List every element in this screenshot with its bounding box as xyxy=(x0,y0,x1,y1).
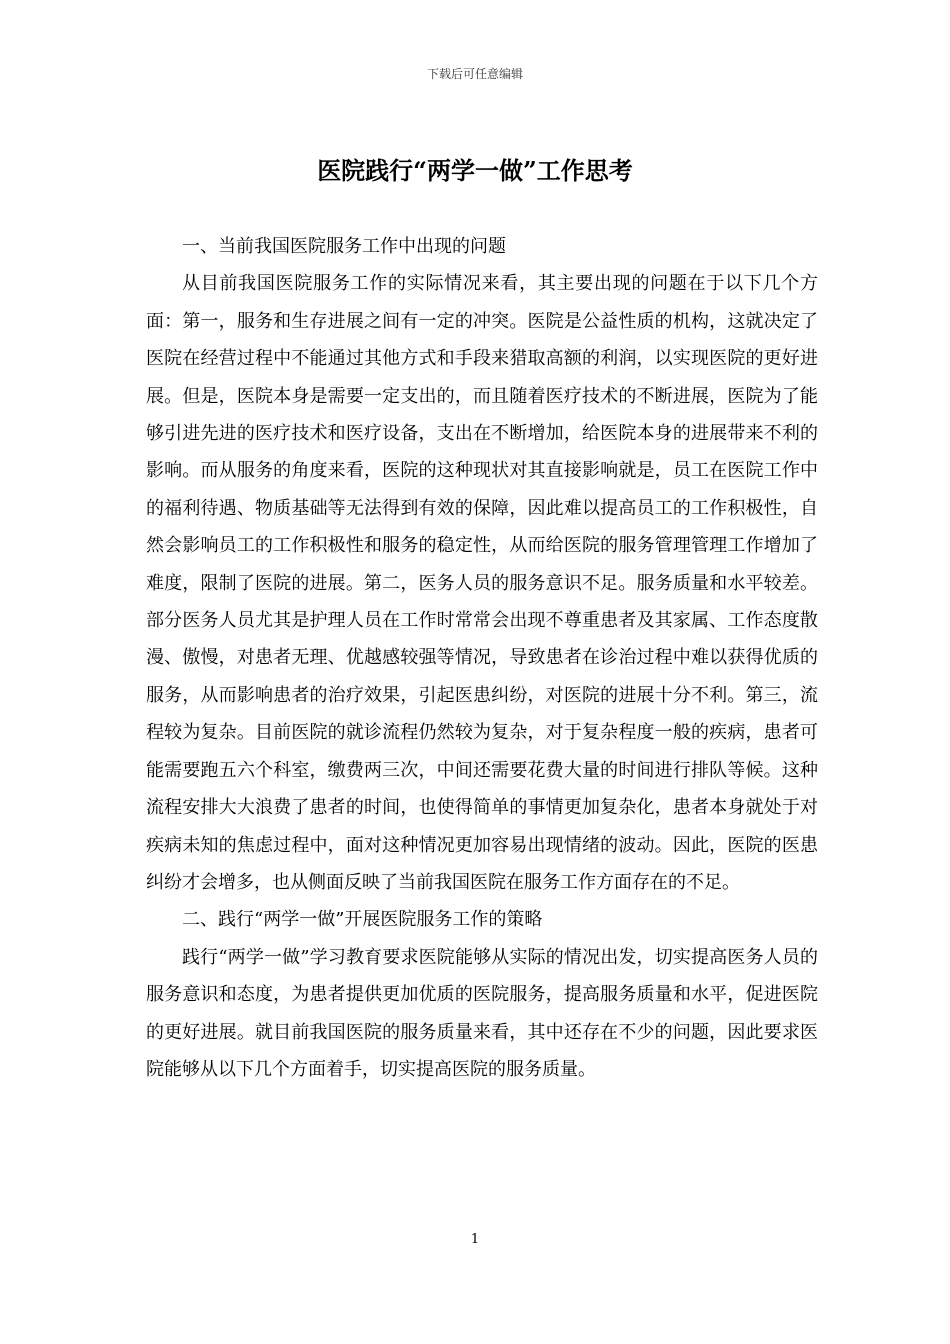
document-title: 医院践行“两学一做”工作思考 xyxy=(317,156,633,185)
paragraph-1: 从目前我国医院服务工作的实际情况来看，其主要出现的问题在于以下几个方面：第一，服务和生存进展之间有一定的冲突。医院是公益性质的机构，这就决定了医院在经营过程中不能通过其他方式和手段来猎取高额的利润，以实现医院的更好进展。但是，医院本身是需要一定支出的，而且随着医疗技术的不断进展，医院为了能够引进先进的医疗技术和医疗设备，支出在不断增加，给医院本身的进展带来不利的影响。而从服务的角度来看，医院的这种现状对其直接影响就是，员工在医院工作中的福利待遇、物质基础等无法得到有效的保障，因此难以提高员工的工作积极性，自然会影响员工的工作积极性和服务的稳定性，从而给医院的服务管理管理工作增加了难度，限制了医院的进展。第二，医务人员的服务意识不足。服务质量和水平较差。部分医务人员尤其是护理人员在工作时常常会出现不尊重患者及其家属、工作态度散漫、傲慢，对患者无理、优越感较强等情况，导致患者在诊治过程中难以获得优质的服务，从而影响患者的治疗效果，引起医患纠纷，对医院的进展十分不利。第三，流程较为复杂。目前医院的就诊流程仍然较为复杂，对于复杂程度一般的疾病，患者可能需要跑五六个科室，缴费两三次，中间还需要花费大量的时间进行排队等候。这种流程安排大大浪费了患者的时间，也使得简单的事情更加复杂化，患者本身就处于对疾病未知的焦虑过程中，面对这种情况更加容易出现情绪的波动。因此，医院的医患纠纷才会增多，也从侧面反映了当前我国医院在服务工作方面存在的不足。 xyxy=(146,273,818,893)
page-number: 1 xyxy=(470,1232,480,1247)
section-heading-1: 一、当前我国医院服务工作中出现的问题 xyxy=(182,236,506,257)
paragraph-2: 践行“两学一做”学习教育要求医院能够从实际的情况出发，切实提高医务人员的服务意识和态度，为患者提供更加优质的医院服务，提高服务质量和水平，促进医院的更好进展。就目前我国医院的服务质量来看，其中还存在不少的问题，因此要求医院能够从以下几个方面着手，切实提高医院的服务质量。 xyxy=(146,946,818,1080)
document-body xyxy=(146,228,818,1088)
page-header: 下载后可任意编辑 xyxy=(426,67,523,81)
section-heading-2: 二、践行“两学一做”开展医院服务工作的策略 xyxy=(182,909,543,931)
